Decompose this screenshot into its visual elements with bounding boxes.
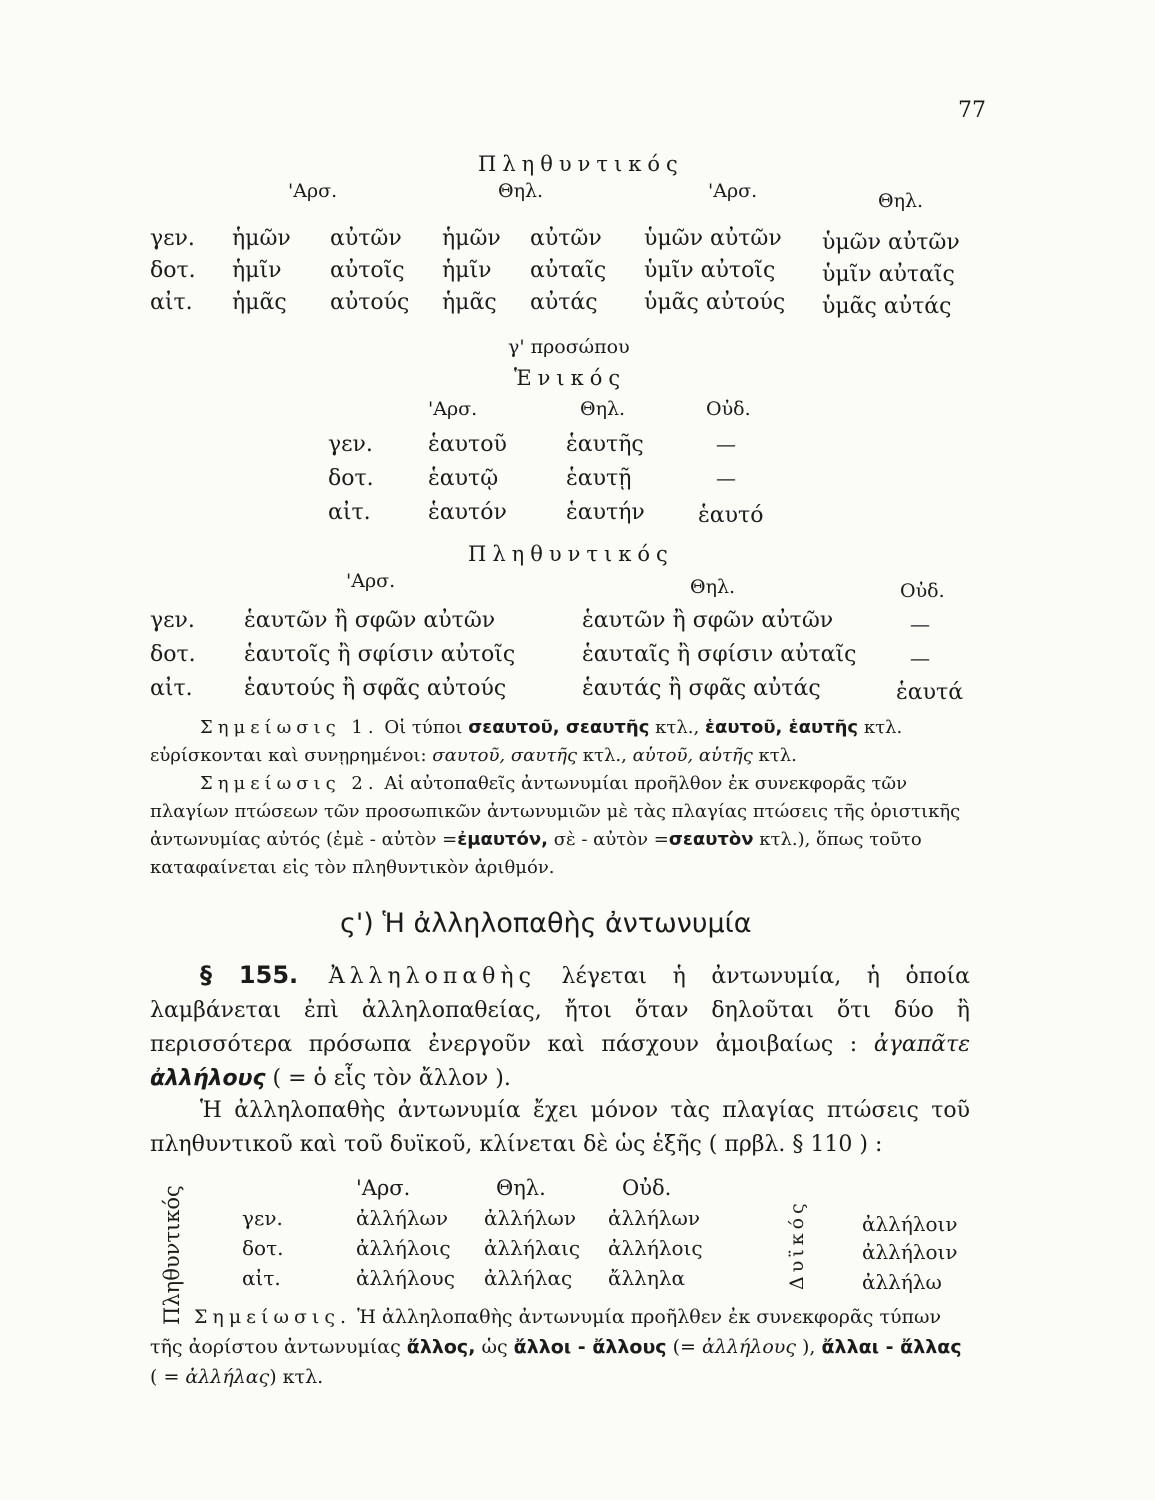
note-bold: ἄλλαι - ἄλλας — [821, 1336, 962, 1358]
table-cell: ἑαυτά — [896, 680, 964, 705]
note-text: ), — [795, 1336, 822, 1358]
table-cell: — — [910, 646, 930, 670]
table-cell: ἀλλήλων — [356, 1206, 448, 1230]
col-header-neut: Οὐδ. — [706, 398, 751, 420]
table-cell: ἑαυτό — [698, 503, 764, 528]
table-cell: ὑμῖν αὐταῖς — [822, 262, 955, 287]
paragraph-2: Ἡ ἀλληλοπαθὴς ἀντωνυμία ἔχει μόνον τὰς πλαγίας πτώσεις τοῦ πληθυντικοῦ καὶ τοῦ δυϊκοῦ, κλίνεται δὲ ὡς ἑξῆς ( πρβλ. § 110 ) : — [150, 1098, 970, 1157]
case-gen: γεν. — [328, 432, 373, 457]
table-cell: — — [910, 612, 930, 636]
note-bold: σεαυτοῦ, σεαυτῆς — [468, 717, 650, 738]
case-dat: δοτ. — [150, 258, 196, 283]
note-2 — [150, 770, 970, 882]
term: Ἀλληλοπαθὴς — [298, 964, 536, 989]
note-text: κτλ. — [752, 745, 797, 766]
table-cell: ἑαυτῇ — [566, 466, 632, 491]
note-bold: ἑαυτοῦ, ἑαυτῆς — [704, 717, 859, 738]
note-text: κτλ., — [577, 745, 633, 766]
case-gen: γεν. — [150, 226, 195, 251]
section-number: § 155. — [200, 961, 299, 989]
col-header-masc-2: 'Αρσ. — [708, 180, 758, 202]
third-person-heading: γ' προσώπου — [508, 336, 630, 358]
table-cell: αὐτάς — [530, 290, 598, 315]
note-text: ( = — [150, 1366, 186, 1388]
note-bold: ἄλλος, — [406, 1336, 476, 1358]
note-text: ὡς — [475, 1336, 514, 1358]
note-italic: ἀλλήλους — [701, 1336, 796, 1358]
table-cell: ἀλλήλων — [484, 1206, 576, 1230]
table-cell: ἑαυτῶν ἢ σφῶν αὐτῶν — [244, 608, 496, 633]
note-text: κτλ. εὑρίσκονται καὶ συνῃρημένοι: — [150, 717, 903, 766]
case-acc: αἰτ. — [150, 676, 193, 701]
table-cell: ἀλλήλοις — [356, 1236, 451, 1260]
note-text: κτλ.), ὅπως τοῦτο καταφαίνεται εἰς τὸν πληθυντικὸν ἀριθμόν. — [150, 829, 922, 878]
case-acc: αἰτ. — [242, 1266, 281, 1290]
table-cell: ἑαυταῖς ἢ σφίσιν αὐταῖς — [582, 642, 857, 667]
page-number: 77 — [958, 98, 986, 123]
note-label: Σημείωσις 1. — [200, 717, 379, 738]
table-cell: αὐτῶν — [330, 226, 402, 251]
table-cell: ἀλλήλων — [608, 1206, 700, 1230]
case-dat: δοτ. — [242, 1236, 284, 1260]
note-italic: ἀλλήλας — [185, 1366, 270, 1388]
table-cell: ἑαυτῆς — [566, 432, 644, 457]
col-header-neut: Οὐδ. — [622, 1176, 672, 1200]
note-label: Σημείωσις. — [194, 1306, 352, 1328]
table-cell: αὐτοῖς — [330, 258, 405, 283]
table-cell: ἑαυτῶν ἢ σφῶν αὐτῶν — [582, 608, 834, 633]
table-cell: ὑμῖν αὐτοῖς — [644, 258, 776, 283]
para-text: ( = ὁ εἷς τὸν ἄλλον ). — [265, 1066, 511, 1091]
case-acc: αἰτ. — [150, 290, 193, 315]
table-cell: ἀλλήλας — [484, 1266, 573, 1290]
table-cell: ἑαυτῷ — [428, 466, 499, 491]
note-bold: ἄλλοι - ἄλλους — [513, 1336, 667, 1358]
note-text: Αἱ αὐτοπαθεῖς ἀντωνυμίαι προῆλθον ἐκ συνεκφορᾶς τῶν πλαγίων πτώσεων τῶν προσωπικῶν ἀντωνυμιῶν μὲ τὰς πλαγίας πτώσεις τῆς ὁριστικῆς ἀντωνυμίας αὐτός (ἐμὲ - αὐτὸν = — [150, 773, 961, 850]
table-cell: αὐτῶν — [530, 226, 602, 251]
table-cell: ἡμῖν — [232, 258, 282, 283]
case-acc: αἰτ. — [328, 500, 371, 525]
col-header-neut: Οὐδ. — [900, 580, 945, 602]
col-header-fem: Θηλ. — [496, 1176, 546, 1200]
plural-heading-2: Πληθυντικός — [468, 542, 674, 566]
para-bold: ἀλλήλους — [150, 1066, 266, 1091]
table-cell: ἡμᾶς — [442, 290, 497, 315]
table-cell: αὐτούς — [330, 290, 410, 315]
section-title: ς') Ἡ ἀλληλοπαθὴς ἀντωνυμία — [340, 908, 752, 939]
table-cell: ἡμῖν — [442, 258, 492, 283]
table-cell: ἡμᾶς — [232, 290, 287, 315]
table-cell: ἑαυτάς ἢ σφᾶς αὐτάς — [582, 676, 821, 701]
col-header-masc: 'Αρσ. — [428, 398, 478, 420]
table-cell: ἀλλήλαις — [484, 1236, 581, 1260]
col-header-fem-2: Θηλ. — [878, 190, 924, 212]
note-text: Οἱ τύποι — [378, 717, 469, 738]
table-cell: ἑαυτόν — [428, 500, 507, 525]
case-dat: δοτ. — [150, 642, 196, 667]
table-cell: ἑαυτοῦ — [428, 432, 507, 457]
table-cell: αὐταῖς — [530, 258, 607, 283]
note-label: Σημείωσις 2. — [200, 773, 379, 794]
table-cell: ὑμῶν αὐτῶν — [644, 226, 782, 251]
singular-heading: Ἑνικός — [514, 366, 627, 390]
note-italic: σαυτοῦ, σαυτῆς — [432, 745, 578, 766]
table-cell: — — [716, 432, 736, 456]
col-header-fem: Θηλ. — [690, 576, 736, 598]
note-1 — [150, 714, 970, 770]
table-cell-dual: ἀλλήλοιν — [862, 1240, 958, 1264]
table-cell: ἀλλήλους — [356, 1266, 455, 1290]
table-cell-dual: ἀλλήλοιν — [862, 1212, 958, 1236]
table-cell: ὑμῶν αὐτῶν — [822, 230, 960, 255]
dual-side-label: Δυϊκός — [786, 1199, 808, 1290]
col-header-masc: 'Αρσ. — [346, 570, 396, 592]
col-header-fem: Θηλ. — [580, 398, 626, 420]
table-cell: ἑαυτοῖς ἢ σφίσιν αὐτοῖς — [244, 642, 516, 667]
note-bold: ἐμαυτόν, — [457, 829, 548, 850]
table-cell: ὑμᾶς αὐτούς — [644, 290, 786, 315]
table-cell-dual: ἀλλήλω — [862, 1270, 942, 1294]
note-text: κτλ., — [649, 717, 705, 738]
note-text: (= — [666, 1336, 702, 1358]
case-gen: γεν. — [150, 608, 195, 633]
table-cell: ἡμῶν — [232, 226, 291, 251]
para-italic: ἀγαπᾶτε — [873, 1032, 970, 1057]
note-text: σὲ - αὐτὸν = — [547, 829, 669, 850]
para-text: λέγεται ἡ ἀντωνυμία, ἡ ὁποία λαμβάνεται ἐπὶ ἀλληλοπαθείας, ἤτοι ὅταν δηλοῦται ὅτι δύο ἢ περισσότερα πρόσωπα ἐνεργοῦν καὶ πάσχουν ἀμοιβαίως : — [150, 964, 970, 1057]
case-dat: δοτ. — [328, 466, 374, 491]
table-cell: ἑαυτούς ἢ σφᾶς αὐτούς — [244, 676, 507, 701]
note-bold: σεαυτὸν — [668, 829, 754, 850]
table-cell: ἄλληλα — [608, 1266, 686, 1290]
table-cell: ἀλλήλοις — [608, 1236, 703, 1260]
plural-heading: Πληθυντικός — [478, 152, 684, 176]
note-text: ) κτλ. — [269, 1366, 324, 1388]
col-header-fem: Θηλ. — [498, 180, 544, 202]
table-cell: — — [716, 466, 736, 490]
note-text: Ἡ ἀλληλοπαθὴς ἀντωνυμία προῆλθεν ἐκ συνεκφορᾶς τύπων τῆς ἀορίστου ἀντωνυμίας — [150, 1306, 942, 1358]
table-cell: ὑμᾶς αὐτάς — [822, 294, 952, 319]
col-header-masc: 'Αρσ. — [288, 180, 338, 202]
paragraph-155 — [150, 958, 970, 1096]
plural-side-label: Πληθυντικός — [160, 1185, 184, 1325]
case-gen: γεν. — [242, 1206, 283, 1230]
note-italic: αὑτοῦ, αὑτῆς — [632, 745, 753, 766]
col-header-masc: 'Αρσ. — [356, 1176, 411, 1200]
note-3 — [150, 1302, 970, 1392]
table-cell: ἑαυτήν — [566, 500, 645, 525]
table-cell: ἡμῶν — [442, 226, 501, 251]
